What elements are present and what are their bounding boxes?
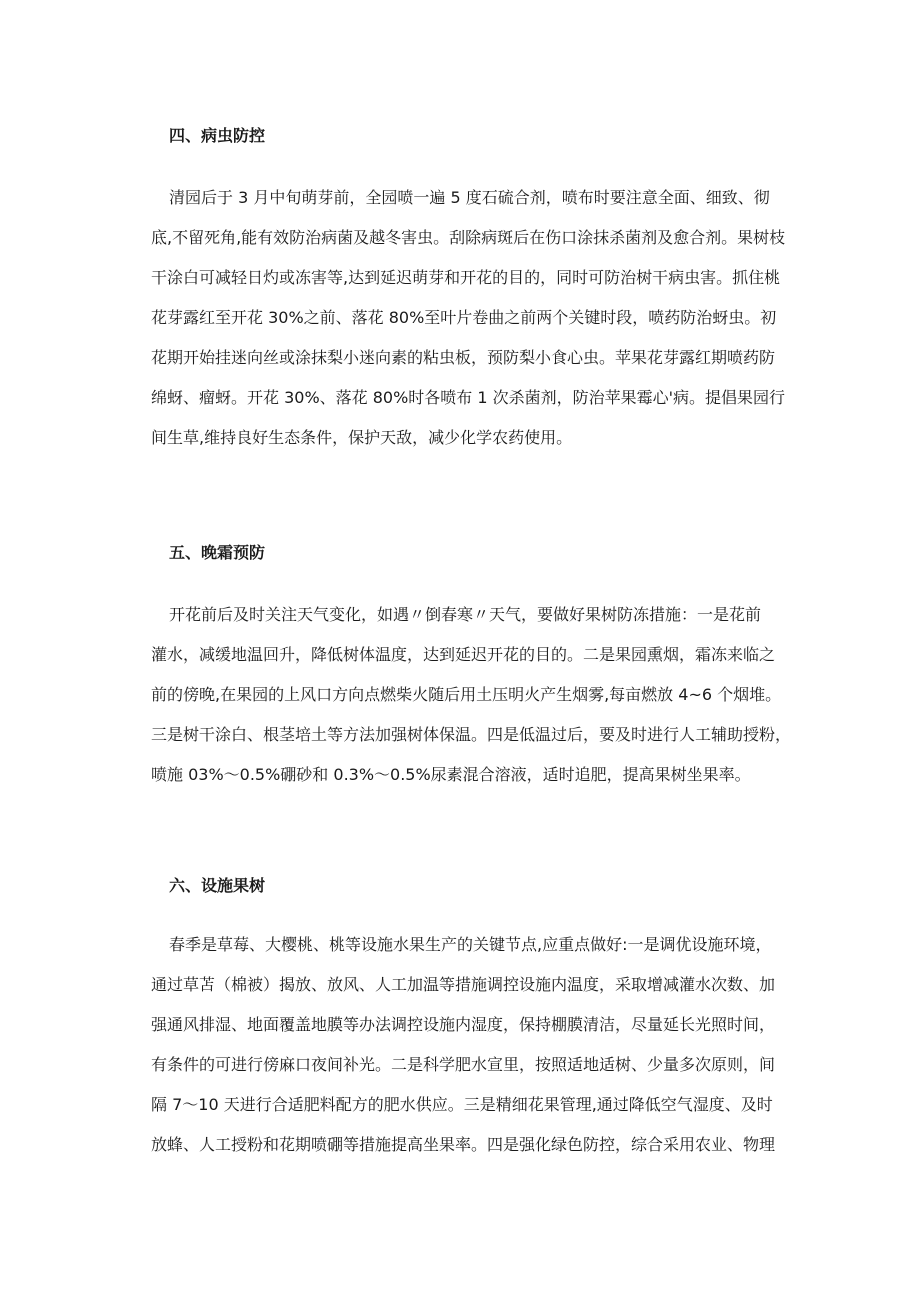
paragraph-line: 春季是草莓、大樱桃、桃等设施水果生产的关键节点,应重点做好:一是调优设施环境，	[169, 935, 772, 954]
section-heading-pest-control: 四、病虫防控	[169, 126, 266, 145]
paragraph-line: 花芽露红至开花 30%之前、落花 80%至叶片卷曲之前两个关键时段，喷药防治蚜虫。初	[151, 308, 777, 327]
section-paragraph-pest-control	[151, 178, 809, 458]
paragraph-line: 绵蚜、瘤蚜。开花 30%、落花 80%时各喷布 1 次杀菌剂，防治苹果霉心'病。提倡果园行	[151, 388, 786, 407]
section-paragraph-protected-fruit-trees	[151, 925, 809, 1165]
paragraph-line: 喷施 03%～0.5%硼砂和 0.3%～0.5%尿素混合溶液，适时追肥，提高果树坐果率。	[151, 765, 751, 784]
paragraph-line: 通过草苫（棉被）揭放、放风、人工加温等措施调控设施内温度，采取增减灌水次数、加	[151, 975, 776, 994]
paragraph-line: 开花前后及时关注天气变化，如遇〃倒春寒〃天气，要做好果树防冻措施：一是花前	[169, 605, 762, 624]
paragraph-line: 灌水，减缓地温回升，降低树体温度，达到延迟开花的目的。二是果园熏烟，霜冻来临之	[151, 645, 776, 664]
paragraph-line: 清园后于 3 月中旬萌芽前，全园喷一遍 5 度石硫合剂，喷布时要注意全面、细致、彻	[169, 188, 770, 207]
paragraph-line: 干涂白可减轻日灼或冻害等,达到延迟萌芽和开花的目的，同时可防治树干病虫害。抓住桃	[151, 268, 781, 287]
section-heading-protected-fruit-trees: 六、设施果树	[169, 876, 266, 895]
paragraph-line: 隔 7～10 天进行合适肥料配方的肥水供应。三是精细花果管理,通过降低空气湿度、及时	[151, 1095, 773, 1114]
paragraph-line: 前的傍晚,在果园的上风口方向点燃柴火随后用土压明火产生烟雾,每亩燃放 4~6 个烟堆。	[151, 685, 782, 704]
paragraph-line: 有条件的可进行傍麻口夜间补光。二是科学肥水宣里，按照适地适树、少量多次原则，间	[151, 1055, 776, 1074]
paragraph-line: 底,不留死角,能有效防治病菌及越冬害虫。刮除病斑后在伤口涂抹杀菌剂及愈合剂。果树枝	[151, 228, 786, 247]
section-heading-frost-prevention: 五、晚霜预防	[169, 543, 266, 562]
paragraph-line: 三是树干涂白、根茎培土等方法加强树体保温。四是低温过后，要及时进行人工辅助授粉，	[151, 725, 792, 744]
paragraph-line: 放蜂、人工授粉和花期喷硼等措施提高坐果率。四是强化绿色防控，综合采用农业、物理	[151, 1135, 776, 1154]
section-paragraph-frost-prevention	[151, 595, 809, 795]
paragraph-line: 强通风排湿、地面覆盖地膜等办法调控设施内湿度，保持棚膜清洁，尽量延长光照时间，	[151, 1015, 776, 1034]
paragraph-line: 花期开始挂迷向丝或涂抹梨小迷向素的粘虫板，预防梨小食心虫。苹果花芽露红期喷药防	[151, 348, 776, 367]
paragraph-line: 间生草,维持良好生态条件，保护天敌，减少化学农药使用。	[151, 428, 573, 447]
